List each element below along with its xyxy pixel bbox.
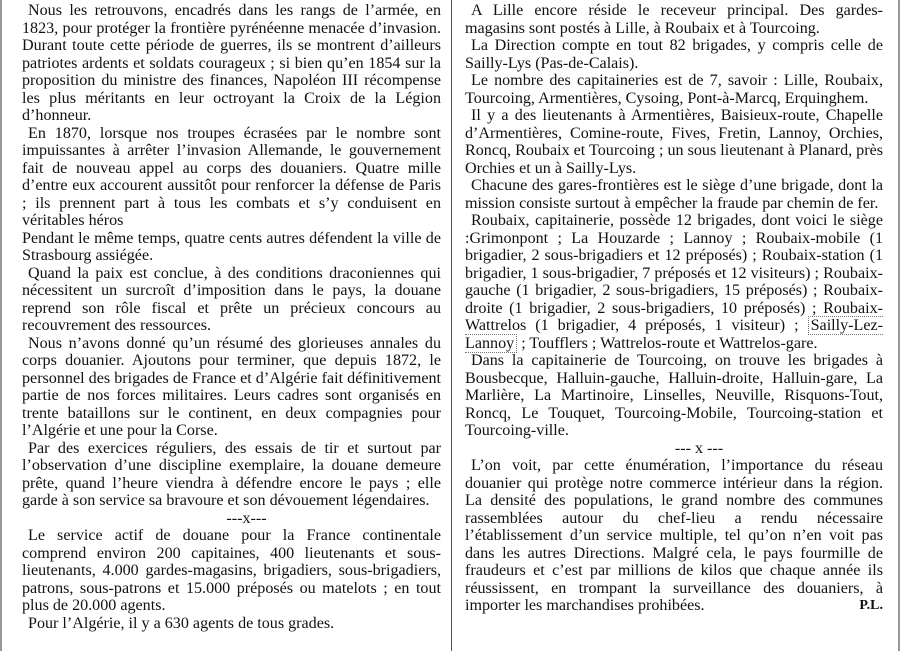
right-column [465, 2, 883, 615]
right-separator: --- x --- [674, 439, 724, 457]
author-signature: P.L. [859, 598, 883, 613]
left-paragraph-5: Par des exercices réguliers, des essais de tir et surtout par l’observation d’une discipline exemplaire, la douane demeure prête, quand l’heure viendra à défendre encore le pays ; elle garde à son service sa bravoure et son dévouement légendaires. [22, 439, 441, 509]
left-paragraph-2b: Pendant le même temps, quatre cents autres défendent la ville de Strasbourg assiégée. [22, 229, 441, 264]
left-separator: ---x--- [226, 509, 267, 527]
right-paragraph-6-start: Roubaix, capitainerie, possède 12 brigades, dont voici le siège :Grimonpont ; La Houzarde ; Lannoy ; Roubaix-mobile (1 brigadier, 2 sous-brigadiers et 12 préposés) ; Roubaix-station (1 brigadier, 1 sous-brigadier, 7 préposés et 12 visiteurs) ; Roubaix-gauche (1 brigadier, 2 sous-brigadiers, 15 préposés) ; Roubaix-droite (1 brigadier, 2 sous-brigadiers, 10 préposés) ; Roubaix-Wattrelos (1 brigadier, 4 préposés, 1 visiteur) ; [465, 212, 883, 334]
right-paragraph-3: Le nombre des capitaineries est de 7, savoir : Lille, Roubaix, Tourcoing, Armentières, Cysoing, Pont-à-Marcq, Erquinghem. [465, 72, 883, 107]
right-paragraph-8-text: L’on voit, par cette énumération, l’importance du réseau douanier qui protège notre commerce intérieur dans la région. La densité des populations, le grand nombre des communes rassemblées autour du chef-lieu a rendu nécessaire l’établissement d’un service multiple, tel qu’on n’en voit pas dans les autres Directions. Malgré cela, le pays fourmille de fraudeurs et c’est par millions de kilos que chaque année ils réussissent, en trompant la surveillance des douaniers, à importer les marchandises prohibées. [465, 457, 883, 614]
right-paragraph-1: A Lille encore réside le receveur principal. Des gardes-magasins sont postés à Lille, à Roubaix et à Tourcoing. [465, 2, 883, 37]
left-paragraph-3: Quand la paix est conclue, à des conditions draconiennes qui nécessitent un surcroît d’imposition dans le pays, la douane reprend son rôle fiscal et prête un précieux concours au recouvrement des ressources. [22, 264, 441, 334]
right-paragraph-4: Il y a des lieutenants à Armentières, Baisieux-route, Chapelle d’Armentières, Comine-route, Fives, Fretin, Lannoy, Orchies, Roncq, Roubaix et Tourcoing ; un sous lieutenant à Planard, près Orchies et un à Sailly-Lys. [465, 107, 883, 177]
right-paragraph-2: La Direction compte en tout 82 brigades, y compris celle de Sailly-Lys (Pas-de-Calais). [465, 37, 883, 72]
left-paragraph-6: Le service actif de douane pour la France continentale comprend environ 200 capitaines, 400 lieutenants et sous-lieutenants, 4.000 gardes-magasins, brigadiers, sous-brigadiers, patrons, sous-patrons et 15.000 préposés ou matelots ; en tout plus de 20.000 agents. [22, 527, 441, 614]
page-edge-left [0, 0, 2, 651]
right-paragraph-7: Dans la capitainerie de Tourcoing, on trouve les brigades à Bousbecque, Halluin-gauche, Halluin-droite, Halluin-gare, La Marlière, La Martinoire, Linselles, Neuville, Risquons-Tout, Roncq, Le Touquet, Tourcoing-Mobile, Tourcoing-station et Tourcoing-ville. [465, 352, 883, 439]
left-paragraph-4: Nous n’avons donné qu’un résumé des glorieuses annales du corps douanier. Ajoutons pour terminer, que depuis 1872, le personnel des brigades de France et d’Algérie fait définitivement partie de nos forces militaires. Leurs cadres sont organisés en trente bataillons sur le continent, en deux compagnies pour l’Algérie et une pour la Corse. [22, 334, 441, 439]
right-paragraph-5: Chacune des gares-frontières est le siège d’une brigade, dont la mission consiste surtout à empêcher la fraude par chemin de fer. [465, 177, 883, 212]
left-column [22, 2, 441, 632]
left-paragraph-2: En 1870, lorsque nos troupes écrasées par le nombre sont impuissantes à arrêter l’invasion Allemande, le gouvernement fait de nouveau appel au corps des douaniers. Quatre mille d’entre eux accourent aussitôt pour renforcer la défense de Paris ; ils prennent part à tous les combats et s’y conduisent en véritables héros [22, 124, 441, 229]
left-paragraph-7: Pour l’Algérie, il y a 630 agents de tous grades. [28, 614, 335, 632]
right-paragraph-6 [465, 212, 883, 352]
highlighted-place-name: Sailly-Lez-Lannoy [465, 317, 883, 352]
column-divider [451, 0, 452, 651]
right-paragraph-8 [465, 457, 883, 615]
left-paragraph-1: Nous les retrouvons, encadrés dans les rangs de l’armée, en 1823, pour protéger la frontière pyrénéenne menacée d’invasion. Durant toute cette période de guerres, ils se montrent d’ailleurs patriotes ardents et soldats courageux ; si bien qu’en 1854 sur la proposition du ministre des finances, Napoléon III récompense les plus méritants en leur octroyant la Croix de la Légion d’honneur. [22, 2, 441, 124]
right-paragraph-6-end: ; Toufflers ; Wattrelos-route et Wattrelos-gare. [521, 334, 818, 352]
